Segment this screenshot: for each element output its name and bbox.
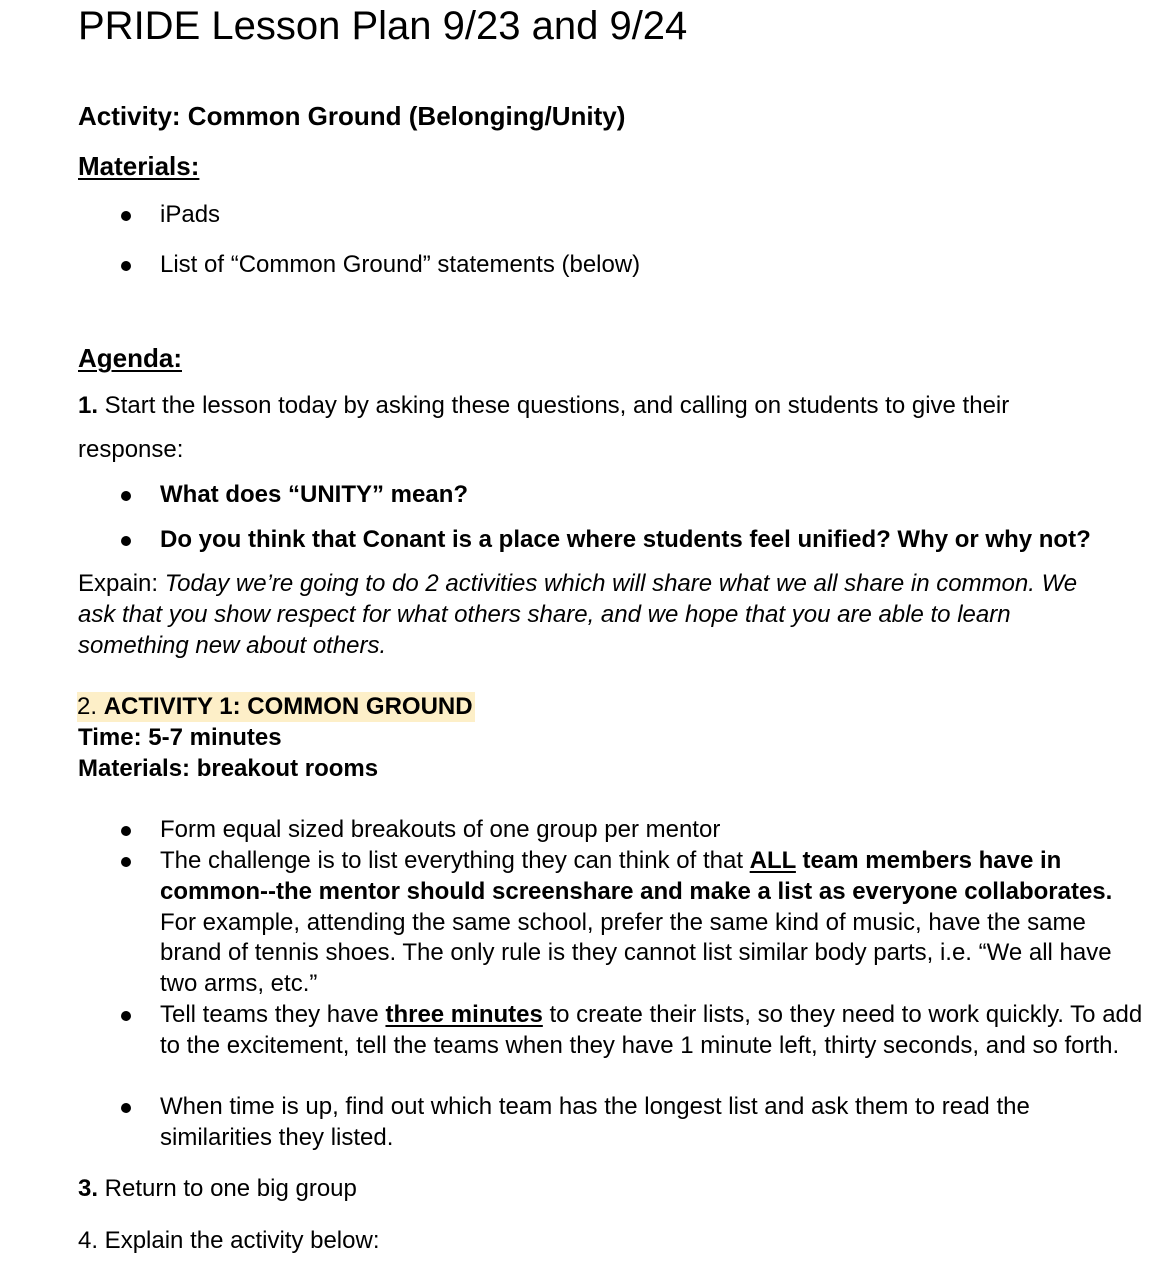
step-emphasis: ALL [749,847,796,874]
step3-number: 3. [78,1175,99,1202]
explain-label: Expain: [78,570,165,597]
explain-line1 [78,569,1077,599]
step1-number: 1. [78,392,99,419]
step-text: to create their lists, so they need to work quickly. To add to the excitement, tell the teams when they have 1 minute left, thirty seconds, and so forth. [160,1001,1143,1059]
bullet-icon [121,536,131,546]
bullet-icon [121,261,131,271]
question-item: What does “UNITY” mean? [160,481,469,508]
step2-number: 2. [77,693,104,720]
bullet-icon [121,1011,131,1021]
activity-heading: Activity: Common Ground (Belonging/Unity) [78,101,626,131]
step-text: For example, attending the same school, prefer the same kind of music, have the same brand of tennis shoes. The only rule is they cannot list similar body parts, i.e. “We all have two arms, etc.” [160,908,1112,998]
activity1-time: Time: 5-7 minutes [78,724,282,751]
step-bold-text: team members have in common--the mentor should screenshare and make a list as everyone collaborates. [160,847,1113,905]
activity1-materials: Materials: breakout rooms [78,755,379,782]
bullet-icon [121,491,131,501]
explain-text: Today we’re going to do 2 activities which will share what we all share in common. We [164,570,1078,597]
step1-line1 [78,391,1009,421]
bullet-icon [121,857,131,867]
step3 [78,1174,357,1204]
question-item: Do you think that Conant is a place where students feel unified? Why or why not? [160,526,1091,553]
activity1-step: Form equal sized breakouts of one group per mentor [160,816,721,843]
explain-line2: ask that you show respect for what others share, and we hope that you are able to learn [78,601,1011,628]
bullet-icon [121,1103,131,1113]
step-text: The challenge is to list everything they can think of that [160,847,750,874]
activity1-step [160,846,1150,1000]
bullet-icon [121,826,131,836]
activity1-step: When time is up, find out which team has the longest list and ask them to read the similarities they listed. [160,1093,1030,1151]
explain-line3: something new about others. [78,632,387,659]
bullet-icon [121,211,131,221]
step1-text: Start the lesson today by asking these questions, and calling on students to give their [98,392,1010,419]
step-emphasis: three minutes [385,1001,543,1028]
step1-line2: response: [78,436,184,463]
step-text: Tell teams they have [160,1001,386,1028]
step3-text: Return to one big group [98,1175,357,1202]
materials-heading: Materials: [78,151,200,181]
activity1-step [160,1000,1150,1062]
document-title: PRIDE Lesson Plan 9/23 and 9/24 [78,4,688,48]
activity1-heading [77,692,475,722]
activity1-title: ACTIVITY 1: COMMON GROUND [103,693,473,720]
step4: 4. Explain the activity below: [78,1227,380,1254]
agenda-heading: Agenda: [78,343,182,373]
materials-item: iPads [160,201,221,228]
materials-item: List of “Common Ground” statements (below) [160,251,641,278]
